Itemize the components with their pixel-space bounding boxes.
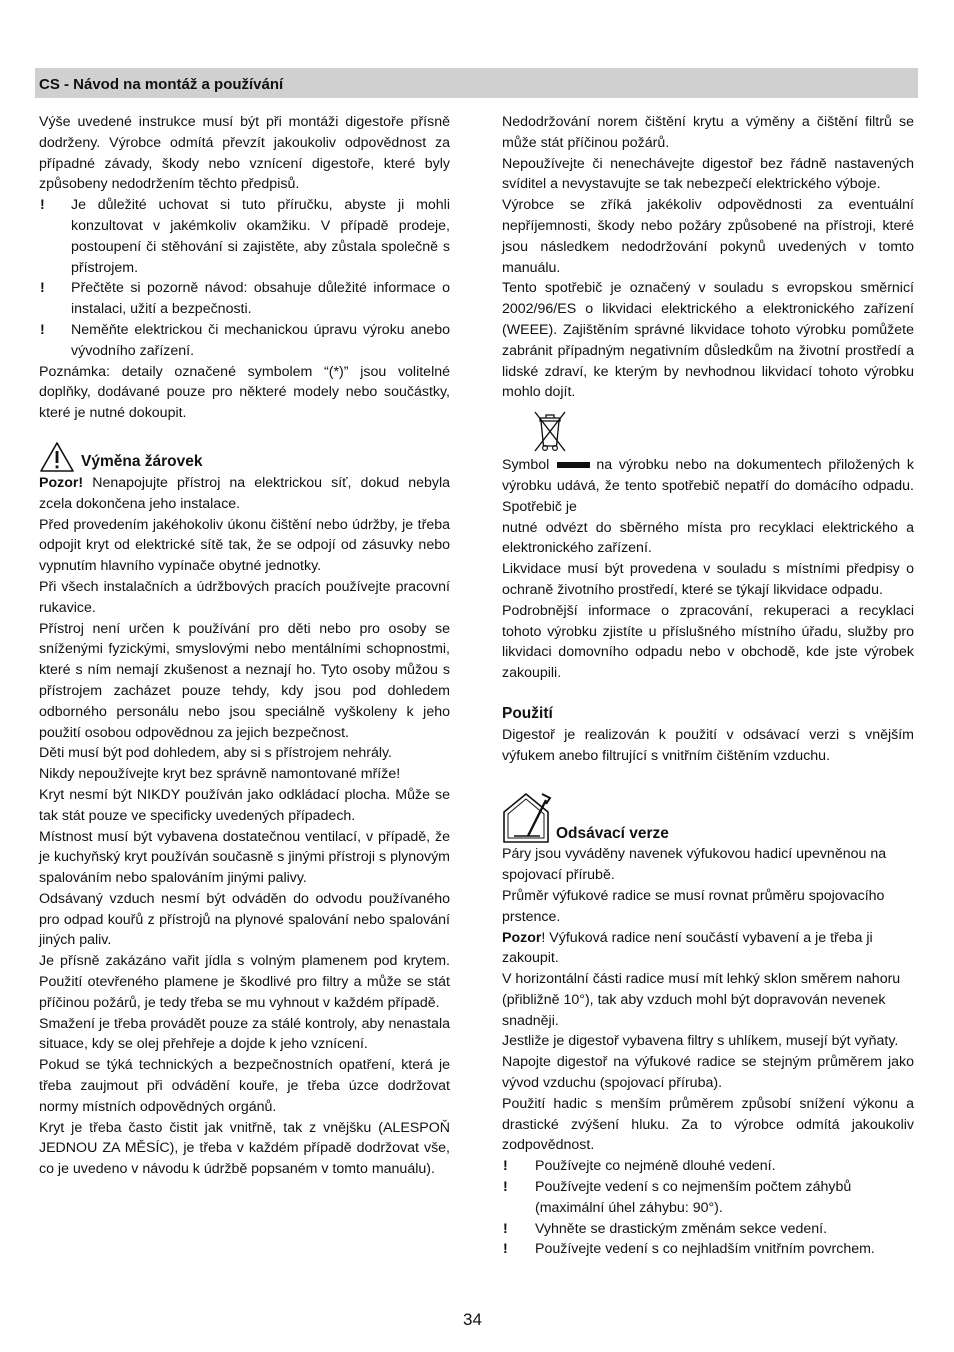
body-paragraph: Před provedením jakéhokoliv úkonu čištění nebo údržby, je třeba odpojit kryt od elektrické sítě tak, že se odpojí od zásuvky nebo vypnutím hlavního vypínače obytné jednotky. xyxy=(39,516,450,575)
bullet-mark: ! xyxy=(503,1241,508,1258)
bullet-item xyxy=(502,1156,914,1177)
bullet-item xyxy=(502,1239,914,1260)
exhaust-warning-paragraph xyxy=(502,928,914,970)
bullet-text: Neměňte elektrickou či mechanickou úpravu výroku anebo vývodního zařízení. xyxy=(71,321,450,359)
bullet-mark: ! xyxy=(40,321,45,338)
section-title-use: Použití xyxy=(502,704,553,722)
hood-exhaust-icon xyxy=(502,790,552,844)
bullet-mark: ! xyxy=(503,1158,508,1175)
use-paragraph: Digestoř je realizován k použití v odsávací verzi s vnějším výfukem anebo filtrující s vnitřním čištěním vzduchu. xyxy=(502,726,914,764)
intro-paragraph: Výše uvedené instrukce musí být při montáži digestoře přísně dodrženy. Výrobce odmítá převzít jakoukoliv odpovědnost za případné závady, škody nebo vznícení digestoře, které byly způsobeny nedodržením těchto předpisů. xyxy=(39,114,450,193)
bullet-text: Používejte vedení s co nejmenším počtem záhybů (maximální úhel záhybu: 90°). xyxy=(535,1179,852,1216)
body-paragraph: Napojte digestoř na výfukové radice se stejným průměrem jako vývod vzduchu (spojovací příruba). xyxy=(502,1054,914,1092)
body-paragraph: Použití hadic s menším průměrem způsobí snížení výkonu a drastické zvýšení hluku. Za to výrobce odmítá jakoukoliv zodpovědnost. xyxy=(502,1095,914,1154)
body-paragraph: Kryt je třeba často čistit jak vnitřně, tak z vnějšku (ALESPOŇ JEDNOU ZA MĚSÍC), je třeba v každém případě dodržovat vše, co je uvedeno v návodu k údržbě popsaném v tomto manuálu). xyxy=(39,1119,450,1178)
body-paragraph: Nikdy nepoužívejte kryt bez správně namontované mříže! xyxy=(39,766,401,783)
body-paragraph: Při všech instalačních a údržbových pracích používejte pracovní rukavice. xyxy=(39,578,450,616)
body-paragraph: Likvidace musí být provedena v souladu s místními předpisy o ochraně životního prostředí, které se týkají likvidace odpadu. xyxy=(502,561,914,598)
body-paragraph: Jestliže je digestoř vybavena filtry s uhlíkem, musejí být vyňaty. xyxy=(502,1033,899,1050)
symbol-bar-icon xyxy=(557,462,590,468)
bullet-text: Používejte co nejméně dlouhé vedení. xyxy=(535,1158,776,1175)
bullet-mark: ! xyxy=(503,1220,508,1237)
exhaust-section-heading xyxy=(502,788,914,844)
crossed-out-bin-icon xyxy=(529,409,571,453)
body-paragraph: Smažení je třeba provádět pouze za stálé kontroly, aby nenastala situace, kdy se olej přehřeje a dojde k jeho vznícení. xyxy=(39,1015,450,1053)
body-paragraph: Místnost musí být vybavena dostatečnou ventilací, v případě, že je kuchyňský kryt používán současně s jinými přístroji s plynovým spalováním nebo spalováním jinými palivy. xyxy=(39,828,450,887)
bullet-mark: ! xyxy=(503,1179,508,1196)
body-paragraph: Nedodržování norem čištění krytu a výměny a čištění filtrů se může stát příčinou požárů. xyxy=(502,114,914,151)
body-paragraph: Tento spotřebič je označený v souladu s evropskou směrnicí 2002/96/ES o likvidaci elektrického a elektronického zařízení (WEEE). Zajištěním správné likvidace tohoto výrobku pomůžete zabránit případným negativním důsledkům na životní prostředí a lidské zdraví, ke kterým by nevhodnou likvidací tohoto výrobku mohlo dojít. xyxy=(502,280,914,401)
body-paragraph: Přístroj není určen k používání pro děti nebo pro osoby se sníženými fyzickými, smyslovými nebo mentálními schopnostmi, které s ním nemají zkušenost a neznají ho. Tyto osoby můžou s přístrojem zacházet pouze tehdy, kdy jsou pod dohledem odborného personálu nebo jsou speciálně vyškoleny k jeho použití osobou odpovědnou za jejich bezpečnost. xyxy=(39,620,450,741)
note-paragraph: Poznámka: detaily označené symbolem “(*)” jsou volitelné doplňky, dodávané pouze pro některé modely nebo součástky, které je nutné dokoupit. xyxy=(39,363,450,422)
bullet-item xyxy=(502,1177,914,1219)
warning-label: Pozor! xyxy=(39,474,84,491)
body-paragraph: Podrobnější informace o zpracování, rekuperaci a recyklaci tohoto výrobku zjistíte u příslušného místního úřadu, služby pro likvidaci domovního odpadu nebo v obchodě, kde jste výrobek zakoupili. xyxy=(502,602,914,682)
left-column xyxy=(39,112,450,1180)
symbol-word: Symbol xyxy=(502,457,550,474)
body-paragraph: Páry jsou vyváděny navenek výfukovou hadicí upevněnou na spojovací přírubě. xyxy=(502,846,887,884)
bullet-text: Používejte vedení s co nejhladším vnitřním povrchem. xyxy=(535,1241,875,1258)
page-number: 34 xyxy=(463,1310,482,1329)
bullet-mark: ! xyxy=(40,280,45,297)
bullet-item xyxy=(502,1219,914,1240)
header-title: CS - Návod na montáž a používání xyxy=(39,76,284,93)
bullet-mark: ! xyxy=(40,197,45,214)
body-paragraph: Nepoužívejte či nenechávejte digestoř bez řádně nastavených svíditel a nevystavujte se tak nebezpečí elektrického výboje. xyxy=(502,155,914,193)
body-paragraph: Odsávaný vzduch nesmí být odváděn do odvodu používaného pro odpad kouřů z přístrojů na plynové spalování nebo spalování jiných paliv. xyxy=(39,890,450,949)
section-title-exhaust: Odsávací verze xyxy=(556,824,669,842)
warning-text: Nenapojujte přístroj na elektrickou síť, dokud nebyla zcela dokončena jeho instalace. xyxy=(39,474,450,512)
bullet-text: Vyhněte se drastickým změnám sekce vedení. xyxy=(535,1220,828,1237)
section-title-bulbs: Výměna žárovek xyxy=(81,453,203,471)
exhaust-warning-label: Pozor xyxy=(502,929,542,946)
warning-paragraph xyxy=(39,473,450,515)
body-paragraph: Pokud se týká technických a bezpečnostních opatření, která je třeba zaujmout při odvádění kouře, je třeba úzce dodržovat normy místních odpovědných orgánů. xyxy=(39,1057,450,1115)
body-paragraph: Je přísně zakázáno vařit jídla s volným plamenem pod krytem. Použití otevřeného plamene je škodlivé pro filtry a může se stát příčinou požárů, je tedy třeba se mu vyhnout v každém případě. xyxy=(39,953,450,1011)
weee-symbol xyxy=(502,409,598,455)
bullet-text: Přečtěte si pozorně návod: obsahuje důležité informace o instalaci, užití a bezpečnosti. xyxy=(71,280,450,318)
body-paragraph: Výrobce se zříká jakékoliv odpovědnosti za eventuální nepříjemnosti, škody nebo požáry způsobené na přístroji, které jsou následkem nedodržování pokynů uvedených v tomto manuálu. xyxy=(502,197,914,276)
symbol-paragraph xyxy=(502,455,914,517)
right-column xyxy=(502,112,914,1260)
bullet-item xyxy=(39,195,450,278)
bulb-section-heading xyxy=(39,439,450,473)
body-paragraph: Děti musí být pod dohledem, aby si s přístrojem nehrály. xyxy=(39,745,393,762)
section-header xyxy=(35,68,918,98)
body-paragraph: nutné odvézt do sběrného místa pro recyklaci elektrického a elektronického zařízení. xyxy=(502,519,914,557)
symbol-text: na výrobku nebo na dokumentech přiložených k výrobku udává, že tento spotřebič nepatří do domácího odpadu. Spotřebič je xyxy=(502,457,914,515)
bullet-item xyxy=(39,320,450,362)
body-paragraph: Průměr výfukové radice se musí rovnat průměru spojovacího prstence. xyxy=(502,887,885,925)
warning-triangle-icon xyxy=(39,441,75,473)
bullet-text: Je důležité uchovat si tuto příručku, abyste ji mohli konzultovat v jakémkoliv okamžiku. V případě prodeje, postoupení či stěhování si zajistěte, aby zůstala společně s přístrojem. xyxy=(71,197,450,276)
bullet-item xyxy=(39,278,450,320)
exhaust-warning-text: ! Výfuková radice není součástí vybavení a je třeba ji zakoupit. xyxy=(502,929,873,967)
body-paragraph: Kryt nesmí být NIKDY používán jako odkládací plocha. Může se tak stát pouze ve specificky uvedených případech. xyxy=(39,786,450,824)
body-paragraph: V horizontální části radice musí mít lehký sklon směrem nahoru (přibližně 10°), tak aby vzduch mohl být dopravován nevenek snadněji. xyxy=(502,971,901,1029)
